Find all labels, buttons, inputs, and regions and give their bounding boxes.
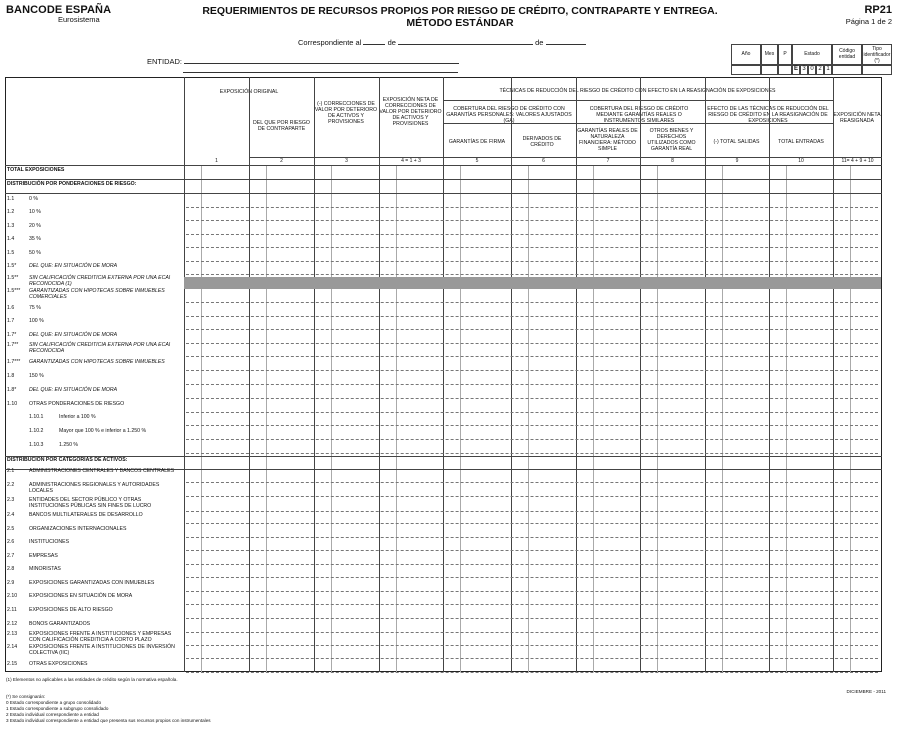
estado-digit: 3	[800, 65, 808, 75]
row-text: 50 %	[29, 250, 41, 256]
dashed-cell-line	[186, 302, 878, 303]
row-label	[7, 276, 185, 287]
footnote-star: (*) Se consignarán:	[6, 694, 46, 699]
row-text: EXPOSICIONES DE ALTO RIESGO	[29, 607, 113, 613]
dashed-cell-line	[186, 425, 878, 426]
correspondiente-label: Correspondiente al	[298, 38, 362, 47]
dashed-cell-line	[186, 482, 878, 483]
row-code: 2.8	[7, 566, 15, 572]
row-code: 2.3	[7, 497, 15, 503]
row-text: 150 %	[29, 373, 44, 379]
row-code: 1.10.1	[29, 414, 44, 420]
col-header-derivados: DERIVADOS DE CRÉDITO	[522, 136, 562, 148]
row-text: EXPOSICIONES GARANTIZADAS CON INMUEBLES	[29, 580, 155, 586]
dashed-cell-line	[186, 234, 878, 235]
page-number: Página 1 de 2	[845, 17, 892, 26]
dashed-cell-line	[186, 439, 878, 440]
column-number: 1	[215, 158, 218, 164]
col-header-cobertura-personal: COBERTURA DEL RIESGO DE CRÉDITO CON GARANTÍAS PERSONALES: VALORES AJUSTADOS (GA)	[446, 106, 572, 124]
dashed-cell-line	[186, 658, 878, 659]
row-code: 1.2	[7, 209, 15, 215]
row-text: Inferior a 100 %	[59, 414, 96, 420]
row-text: EXPOSICIONES FRENTE A INSTITUCIONES DE INVERSIÓN COLECTIVA (IIC)	[29, 644, 175, 656]
column-number: 9	[735, 158, 739, 164]
footnote-line: 0 Estado correspondiente a grupo consolidado	[6, 700, 102, 705]
row-code: 2.15	[7, 661, 18, 667]
row-label	[7, 402, 185, 408]
row-text: DISTRIBUCIÓN POR CATEGORÍAS DE ACTIVOS:	[7, 457, 128, 463]
row-code: 1.7**	[7, 342, 19, 348]
col-header-exposicion-neta-reasignada: EXPOSICIÓN NETA REASIGNADA	[833, 112, 881, 124]
section-rule	[5, 179, 882, 180]
row-text: ADMINISTRACIONES CENTRALES Y BANCOS CENTRALES	[29, 468, 175, 474]
row-text: 20 %	[29, 223, 41, 229]
col-header-total-salidas: (-) TOTAL SALIDAS	[713, 139, 760, 145]
dashed-cell-line	[186, 632, 878, 633]
row-label	[7, 608, 185, 614]
row-text: SIN CALIFICACIÓN CREDITICIA EXTERNA POR UNA ECAI RECONOCIDA (1)	[29, 275, 171, 287]
dashed-cell-line	[186, 550, 878, 551]
row-code: 2.11	[7, 607, 17, 613]
dashed-cell-line	[186, 384, 878, 385]
row-text: ORGANIZACIONES INTERNACIONALES	[29, 526, 127, 532]
dashed-cell-line	[186, 412, 878, 413]
row-text: EXPOSICIONES EN SITUACIÓN DE MORA	[29, 593, 133, 599]
dashed-cell-line	[186, 537, 878, 538]
row-code: 1.5*	[7, 263, 17, 269]
row-label	[7, 622, 185, 628]
row-label	[7, 469, 185, 475]
column-number: 11= 4 + 9 + 10	[841, 158, 874, 164]
row-text: DEL QUE: EN SITUACIÓN DE MORA	[29, 332, 118, 338]
row-label	[7, 581, 185, 587]
logo-brand-rest: DE ESPAÑA	[46, 4, 112, 16]
row-label	[7, 319, 185, 325]
header-line	[5, 165, 882, 166]
header-line	[443, 100, 833, 101]
dashed-cell-line	[186, 261, 878, 262]
row-text: GARANTIZADAS CON HIPOTECAS SOBRE INMUEBLES	[29, 359, 165, 365]
title-line-2: MÉTODO ESTÁNDAR	[406, 17, 514, 29]
row-text: DISTRIBUCIÓN POR PONDERACIONES DE RIESGO:	[7, 181, 137, 187]
row-text: TOTAL EXPOSICIONES	[7, 167, 65, 173]
dashed-cell-line	[186, 329, 878, 330]
row-label	[7, 498, 185, 509]
row-label	[7, 360, 185, 366]
row-code: 1.10.2	[29, 428, 44, 434]
row-text: GARANTIZADAS CON HIPOTECAS SOBRE INMUEBLES COMERCIALES	[29, 288, 165, 300]
row-code: 1.8	[7, 373, 15, 379]
dashed-cell-line	[186, 645, 878, 646]
dashed-cell-line	[186, 577, 878, 578]
row-code: 1.4	[7, 236, 15, 242]
row-label	[7, 374, 185, 380]
column-number: 6	[542, 158, 545, 164]
footnote-line: 1 Estado correspondiente a subgrupo consolidado	[6, 706, 109, 711]
row-label	[7, 210, 185, 216]
row-label	[7, 554, 185, 560]
row-code: 1.7	[7, 318, 15, 324]
row-label	[7, 483, 185, 494]
dashed-cell-line	[186, 370, 878, 371]
row-label	[7, 343, 185, 354]
row-text: MINORISTAS	[29, 566, 61, 572]
col-header-garantias-reales: GARANTÍAS REALES DE NATURALEZA FINANCIERA: MÉTODO SIMPLE	[577, 128, 638, 152]
row-text: ENTIDADES DEL SECTOR PÚBLICO Y OTRAS INSTITUCIONES PÚBLICAS SIN FINES DE LUCRO	[29, 497, 152, 509]
row-label	[7, 306, 185, 312]
period-box[interactable]	[778, 65, 792, 75]
row-text: INSTITUCIONES	[29, 539, 70, 545]
estado-digit: E	[792, 65, 800, 75]
entidad-label: ENTIDAD:	[147, 57, 183, 66]
row-code: 2.9	[7, 580, 15, 586]
row-code: 2.6	[7, 539, 15, 545]
row-label	[7, 182, 185, 188]
codigo-box-header: Código entidad	[832, 44, 862, 65]
row-label	[7, 415, 185, 421]
col-header-otros-bienes: OTROS BIENES Y DERECHOS UTILIZADOS COMO GARANTÍA REAL	[647, 128, 696, 152]
header-line	[443, 123, 833, 124]
row-text: 100 %	[29, 318, 44, 324]
dashed-cell-line	[186, 672, 878, 673]
shaded-cells	[184, 277, 881, 289]
correspondiente-line	[298, 36, 586, 47]
col-header-cobertura-real: COBERTURA DEL RIESGO DE CRÉDITO MEDIANTE GARANTÍAS REALES O INSTRUMENTOS SIMILARES	[589, 106, 689, 124]
row-code: 1.1	[7, 196, 15, 202]
row-text: DEL QUE: EN SITUACIÓN DE MORA	[29, 387, 118, 393]
row-code: 2.10	[7, 593, 18, 599]
dashed-cell-line	[186, 356, 878, 357]
column-number: 2	[280, 158, 283, 164]
dashed-cell-line	[186, 453, 878, 454]
row-text: SIN CALIFICACIÓN CREDITICIA EXTERNA POR UNA ECAI RECONOCIDA	[29, 342, 171, 354]
row-label	[7, 645, 185, 656]
row-text: DEL QUE: EN SITUACIÓN DE MORA	[29, 263, 118, 269]
row-code: 2.2	[7, 482, 15, 488]
row-label	[7, 662, 185, 668]
de-label-2: de	[535, 38, 544, 47]
estado-box-header: Estado	[792, 44, 832, 65]
row-text: Mayor que 100 % e inferior a 1.250 %	[59, 428, 147, 434]
row-text: BANCOS MULTILATERALES DE DESARROLLO	[29, 512, 143, 518]
year-field[interactable]	[546, 36, 586, 45]
day-field[interactable]	[363, 36, 385, 45]
dashed-cell-line	[186, 316, 878, 317]
row-label	[7, 458, 185, 464]
logo-subtitle: Eurosistema	[58, 15, 100, 24]
footnote-line: 2 Estado individual correspondiente a entidad	[6, 712, 99, 717]
row-label	[7, 251, 185, 257]
row-code: 2.7	[7, 553, 15, 559]
row-label	[7, 388, 185, 394]
entidad-field[interactable]	[184, 55, 459, 64]
row-text: 0 %	[29, 196, 38, 202]
col-header-exposicion-neta: EXPOSICIÓN NETA DE CORRECCIONES DE VALOR POR DETERIORO DE ACTIVOS Y PROVISIONES	[379, 97, 442, 127]
row-code: 2.13	[7, 631, 18, 637]
dashed-cell-line	[186, 564, 878, 565]
dashed-cell-line	[186, 220, 878, 221]
row-text: 1.250 %	[59, 442, 79, 448]
dashed-cell-line	[186, 343, 878, 344]
col-header-garantias-firma: GARANTÍAS DE FIRMA	[448, 139, 506, 145]
estado-digit: 0	[808, 65, 816, 75]
row-code: 1.7***	[7, 359, 21, 365]
footnote-1: (1) Elementos no aplicables a las entidades de crédito según la normativa española.	[6, 677, 178, 682]
entidad-field-line-2[interactable]	[183, 72, 458, 73]
row-label	[7, 429, 185, 435]
col-header-correcciones: (-) CORRECCIONES DE VALOR POR DETERIORO DE ACTIVOS Y PROVISIONES	[314, 101, 378, 125]
row-text: EXPOSICIONES FRENTE A INSTITUCIONES Y EMPRESAS CON CALIFICACIÓN CREDITICIA A CORTO PLAZO	[29, 631, 172, 643]
row-code: 2.1	[7, 468, 15, 474]
footnote-date: DICIEMBRE - 2011	[846, 689, 886, 694]
row-label	[7, 289, 185, 300]
dashed-cell-line	[186, 604, 878, 605]
column-number: 4 = 1 + 3	[401, 158, 421, 164]
row-label	[7, 168, 185, 174]
month-field[interactable]	[398, 36, 533, 45]
row-code: 1.5	[7, 250, 15, 256]
row-label	[7, 513, 185, 519]
dashed-cell-line	[186, 274, 878, 275]
row-text: ADMINISTRACIONES REGIONALES Y AUTORIDADES LOCALES	[29, 482, 160, 494]
title-line-1: REQUERIMIENTOS DE RECURSOS PROPIOS POR RIESGO DE CRÉDITO, CONTRAPARTE Y ENTREGA.	[202, 5, 718, 17]
column-number: 5	[475, 158, 479, 164]
estado-digit: 1	[824, 65, 832, 75]
col-header-efecto-tecnicas: EFECTO DE LAS TÉCNICAS DE REDUCCIÓN DEL RIESGO DE CRÉDITO EN LA REASIGNACIÓN DE EXPOSICIONES	[707, 106, 829, 124]
col-header-exposicion-original: EXPOSICIÓN ORIGINAL	[219, 89, 279, 95]
row-text: 75 %	[29, 305, 41, 311]
row-code: 1.8*	[7, 387, 17, 393]
column-number: 7	[606, 158, 610, 164]
row-label	[7, 197, 185, 203]
form-code: RP21	[864, 4, 892, 16]
col-header-tecnicas: TÉCNICAS DE REDUCCIÓN DEL RIESGO DE CRÉDITO CON EFECTO EN LA REASIGNACIÓN DE EXPOSICIONES	[499, 88, 776, 94]
row-text: 35 %	[29, 236, 41, 242]
dashed-cell-line	[186, 523, 878, 524]
row-code: 1.5**	[7, 275, 19, 281]
row-code: 1.3	[7, 223, 15, 229]
row-text: 10 %	[29, 209, 41, 215]
dashed-cell-line	[186, 618, 878, 619]
row-label	[7, 224, 185, 230]
row-label	[7, 632, 185, 643]
row-code: 2.14	[7, 644, 18, 650]
estado-digit: 2	[816, 65, 824, 75]
row-code: 2.5	[7, 526, 15, 532]
period-box-header: P	[778, 44, 792, 65]
row-code: 1.10	[7, 401, 18, 407]
column-number: 10	[798, 158, 804, 164]
row-text: EMPRESAS	[29, 553, 58, 559]
row-label	[7, 443, 185, 449]
logo-brand-bold: BANCO	[6, 4, 47, 16]
row-code: 1.7*	[7, 332, 17, 338]
section-rule	[5, 193, 882, 194]
bank-logo	[6, 4, 111, 24]
col-header-del-que: DEL QUE POR RIESGO DE CONTRAPARTE	[253, 120, 310, 132]
row-label	[7, 567, 185, 573]
year-box-header: Año	[731, 44, 761, 65]
row-label	[7, 264, 185, 270]
dashed-cell-line	[186, 247, 878, 248]
row-label	[7, 333, 185, 339]
footnote-line: 3 Estado individual correspondiente a entidad que presenta sus recursos propios con instrumentales	[6, 718, 211, 723]
col-header-total-entradas: TOTAL ENTRADAS	[778, 139, 824, 145]
codigo-box[interactable]	[832, 65, 862, 75]
section-rule	[5, 456, 882, 457]
row-code: 1.5***	[7, 288, 21, 294]
month-box-header: Mes	[761, 44, 778, 65]
row-label	[7, 527, 185, 533]
column-number: 3	[345, 158, 348, 164]
year-box[interactable]	[731, 65, 761, 75]
column-number: 8	[671, 158, 674, 164]
row-label	[7, 594, 185, 600]
tipo-box[interactable]	[862, 65, 892, 75]
row-label	[7, 237, 185, 243]
row-code: 1.6	[7, 305, 15, 311]
row-code: 1.10.3	[29, 442, 44, 448]
tipo-box-header: Tipo identificador (*)	[863, 46, 891, 64]
month-box[interactable]	[761, 65, 778, 75]
dashed-cell-line	[186, 496, 878, 497]
de-label-1: de	[387, 38, 396, 47]
row-code: 2.12	[7, 621, 18, 627]
form-title	[180, 5, 740, 29]
row-text: BONOS GARANTIZADOS	[29, 621, 91, 627]
dashed-cell-line	[186, 207, 878, 208]
row-code: 2.4	[7, 512, 15, 518]
dashed-cell-line	[186, 398, 878, 399]
row-label	[7, 540, 185, 546]
row-text: OTRAS PONDERACIONES DE RIESGO	[29, 401, 125, 407]
row-text: OTRAS EXPOSICIONES	[29, 661, 88, 667]
entidad-line	[147, 55, 459, 66]
dashed-cell-line	[186, 591, 878, 592]
